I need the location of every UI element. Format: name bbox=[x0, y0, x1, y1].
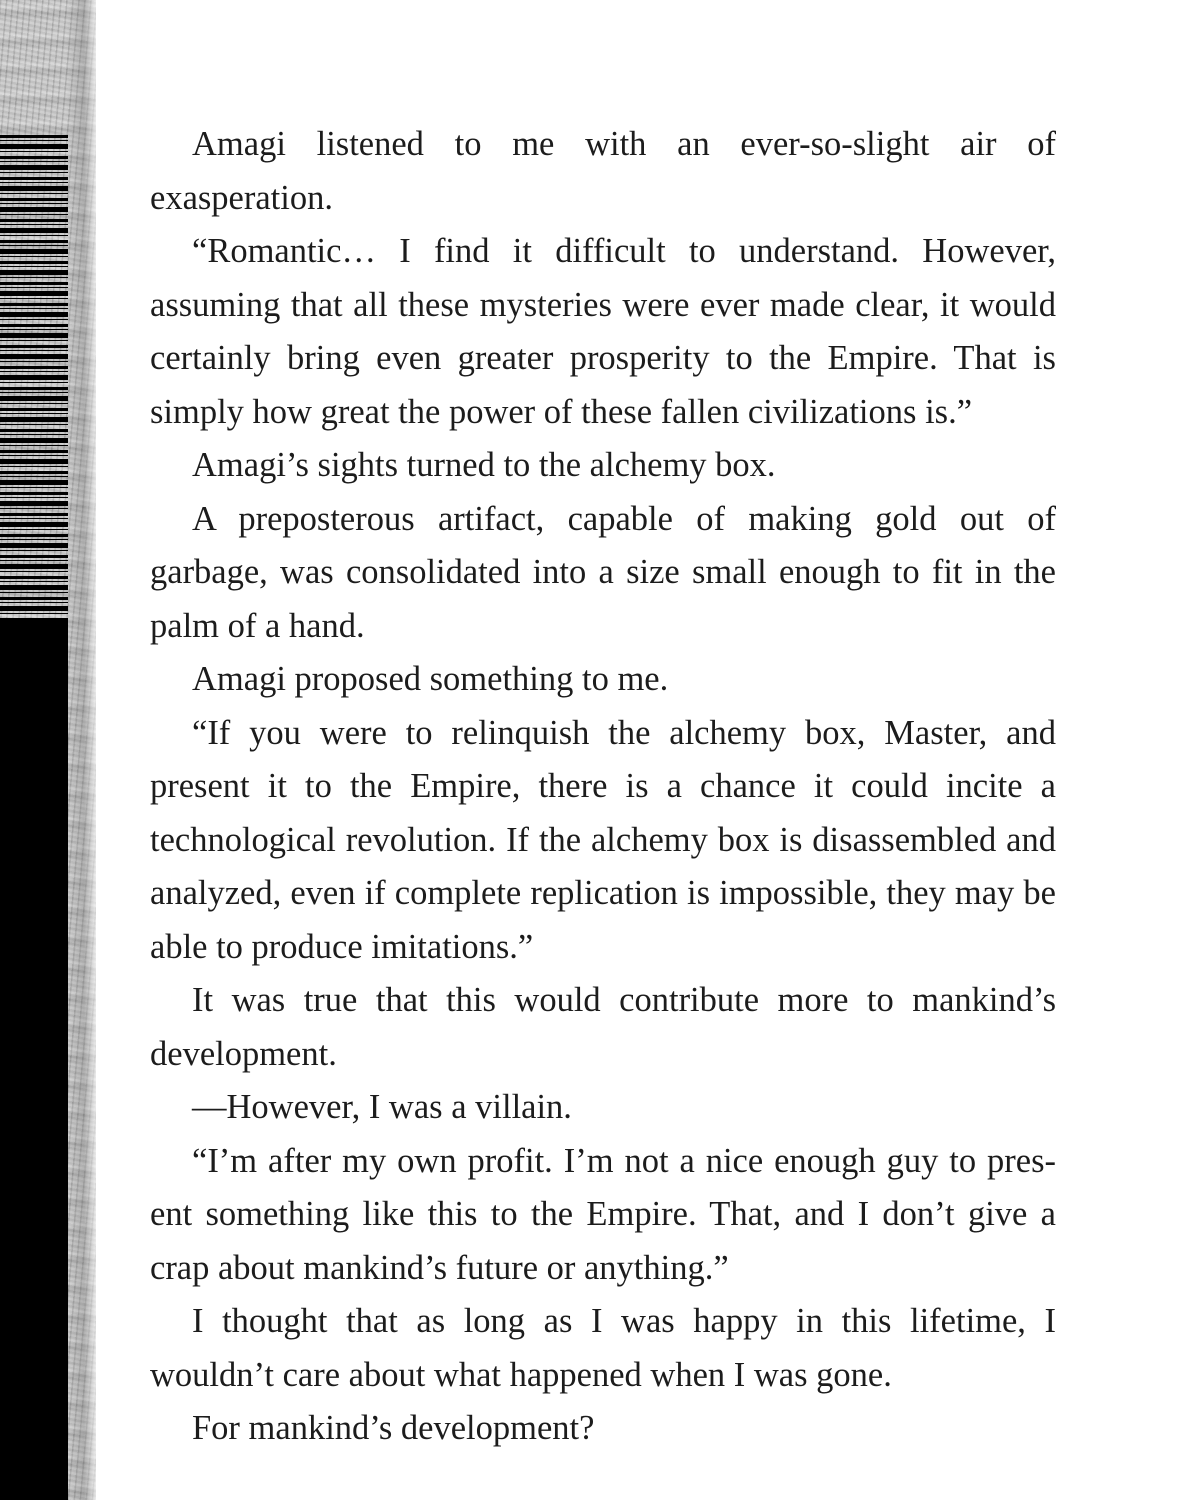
page-edge-strip bbox=[0, 0, 96, 1500]
paragraph: “If you were to relinquish the alchemy box, Master, and present it to the Empire, there is a chance it could incite a technological revolution. If the alchemy box is disassembled and analyzed, even if complete replication is impossible, they may be able to produce imitations.” bbox=[150, 713, 1056, 966]
paragraph: For mankind’s development? bbox=[192, 1409, 595, 1447]
paragraph: A preposterous artifact, capable of making gold out of garbage, was consolidated into a size small enough to fit in the palm of a hand. bbox=[150, 499, 1056, 645]
paragraph: “Romantic… I find it difficult to understand. However, assuming that all these mysteries were ever made clear, it would certainly bring even greater prosperity to the Empire. That is simply how great the power of these fallen civilizations is.” bbox=[150, 232, 1056, 431]
paragraph: I thought that as long as I was happy in this lifetime, I wouldn’t care about what happened when I was gone. bbox=[150, 1302, 1056, 1394]
paragraph: —However, I was a villain. bbox=[192, 1088, 572, 1126]
edge-barcode-pattern bbox=[0, 135, 68, 620]
paragraph: Amagi proposed something to me. bbox=[192, 660, 669, 698]
paragraph: It was true that this would contribute more to mankind’s development. bbox=[150, 981, 1056, 1073]
edge-black-block bbox=[0, 620, 68, 1500]
paragraph: Amagi listened to me with an ever-so-slight air of exasperation. bbox=[150, 125, 1056, 217]
paragraph: Amagi’s sights turned to the alchemy box. bbox=[192, 446, 776, 484]
body-text bbox=[150, 118, 1056, 1456]
edge-shadow bbox=[66, 0, 96, 1500]
paragraph: “I’m after my own profit. I’m not a nice enough guy to present something like this to the Empire. That, and I don’t give a crap about mankind’s future or anything.” bbox=[150, 1141, 1056, 1287]
